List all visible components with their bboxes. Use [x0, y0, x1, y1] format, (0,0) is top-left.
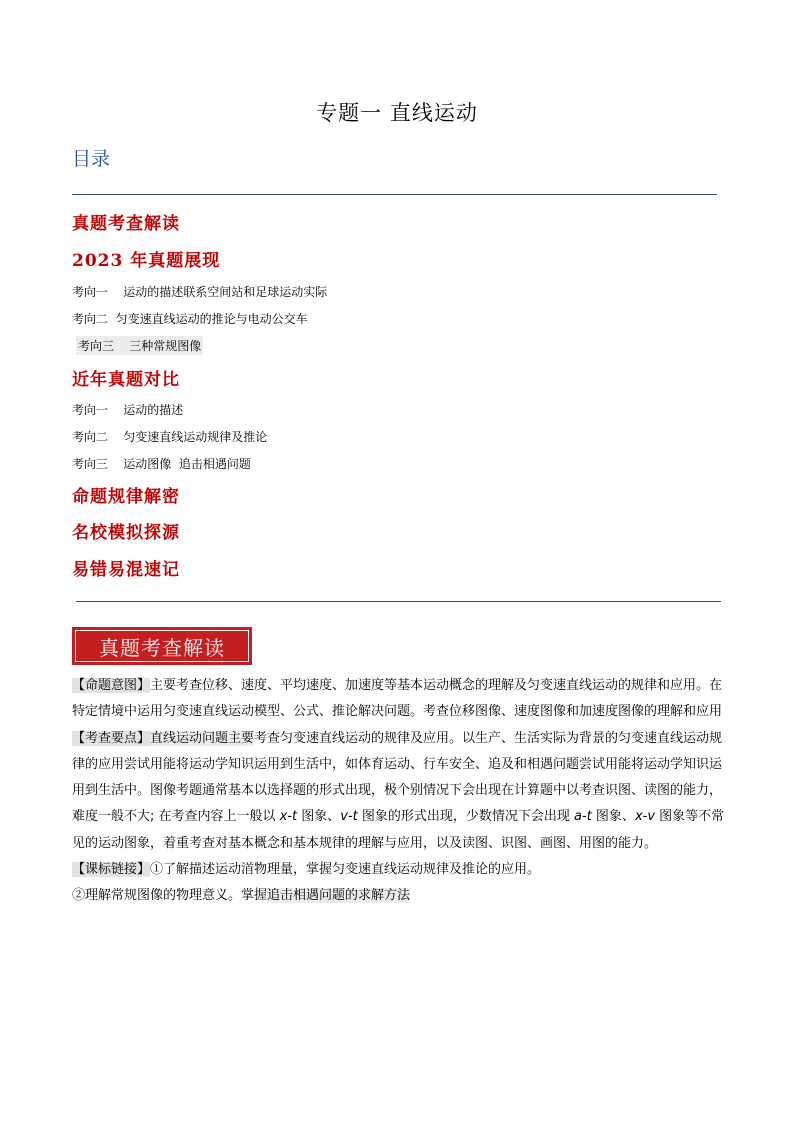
- toc-section-2023[interactable]: 2023 年真题展现: [72, 251, 221, 271]
- toc-item-2023-2[interactable]: 考向二 匀变速直线运动的推论与电动公交车: [72, 312, 308, 326]
- bottom-divider: [76, 601, 721, 602]
- toc-heading: 目录: [72, 148, 111, 170]
- toc-section-simulation[interactable]: 名校模拟探源: [72, 523, 180, 543]
- toc-item-recent-2[interactable]: 考向二 匀变速直线运动规律及推论: [72, 430, 268, 444]
- keypoints-text-2: 图象、: [297, 809, 341, 825]
- toc-item-2023-1[interactable]: 考向一 运动的描述联系空间站和足球运动实际: [72, 285, 328, 299]
- intent-paragraph: [72, 673, 732, 726]
- understanding-highlight: 追击相遇问题的求解方法: [267, 888, 411, 904]
- var-at: a-t: [574, 809, 592, 825]
- var-xt: x-t: [279, 809, 298, 825]
- understanding-paragraph: [72, 883, 732, 909]
- keypoints-text-4: 图象、: [591, 809, 635, 825]
- section-banner-label: 真题考查解读: [75, 630, 249, 662]
- curriculum-text: ①了解描述运动渞物理量，掌握匀变速直线运动规律及推论的应用。: [150, 862, 541, 878]
- toc-section-recent[interactable]: 近年真题对比: [72, 370, 180, 390]
- section-banner: [72, 627, 252, 665]
- keypoints-text-5: 图象等不常见的运动图象，着重考查对基本概念和基本规律的理解与应用，以及读图、识图、画图、用图的能力。: [72, 809, 725, 851]
- toc-section-mistakes[interactable]: 易错易混速记: [72, 560, 180, 580]
- var-vt: v-t: [340, 809, 358, 825]
- toc-section-rules[interactable]: 命题规律解密: [72, 487, 180, 507]
- keypoints-text-1: 考查匀变速直线运动的规律及应用。以生产、生活实际为背景的匀变速直线运动规律的应用尝试用能将运动学知识运用到生活中，如体育运动、行车安全、追及和相遇问题尝试用能将运动学知识运用到生活中。图像考题通常基本以选择题的形式出现，极个别情况下会出现在计算题中以考查识图、读图的能力，难度一般不大; 在考查内容上一般以: [72, 730, 723, 825]
- keypoints-highlight: 直线运动问题主要: [150, 730, 255, 746]
- content-body: [72, 673, 732, 910]
- toc-section-exam-analysis[interactable]: 真题考查解读: [72, 214, 180, 234]
- intent-label: 【命题意图】: [72, 678, 151, 693]
- keypoints-label: 【考查要点】: [72, 730, 151, 746]
- curriculum-label: 【课标链接】: [72, 862, 151, 878]
- var-xv: x-v: [634, 809, 656, 825]
- understanding-text: ②理解常规图像的物理意义。掌握: [72, 888, 268, 904]
- curriculum-paragraph: [72, 857, 732, 883]
- keypoints-paragraph: [72, 726, 732, 857]
- page-title: 专题一 直线运动: [316, 101, 478, 125]
- keypoints-text-3: 图象的形式出现，少数情况下会出现: [357, 809, 575, 825]
- intent-text: 主要考查位移、速度、平均速度、加速度等基本运动概念的理解及匀变速直线运动的规律和应用。在特定情境中运用匀变速直线运动模型、公式、推论解决问题。考查位移图像、速度图像和加速度图像的理解和应用: [72, 678, 723, 720]
- toc-item-2023-3[interactable]: 考向三 三种常规图像: [76, 336, 203, 355]
- toc-item-recent-3[interactable]: 考向三 运动图像 追击相遇问题: [72, 457, 251, 471]
- toc-item-recent-1[interactable]: 考向一 运动的描述: [72, 403, 184, 417]
- top-divider: [72, 194, 717, 195]
